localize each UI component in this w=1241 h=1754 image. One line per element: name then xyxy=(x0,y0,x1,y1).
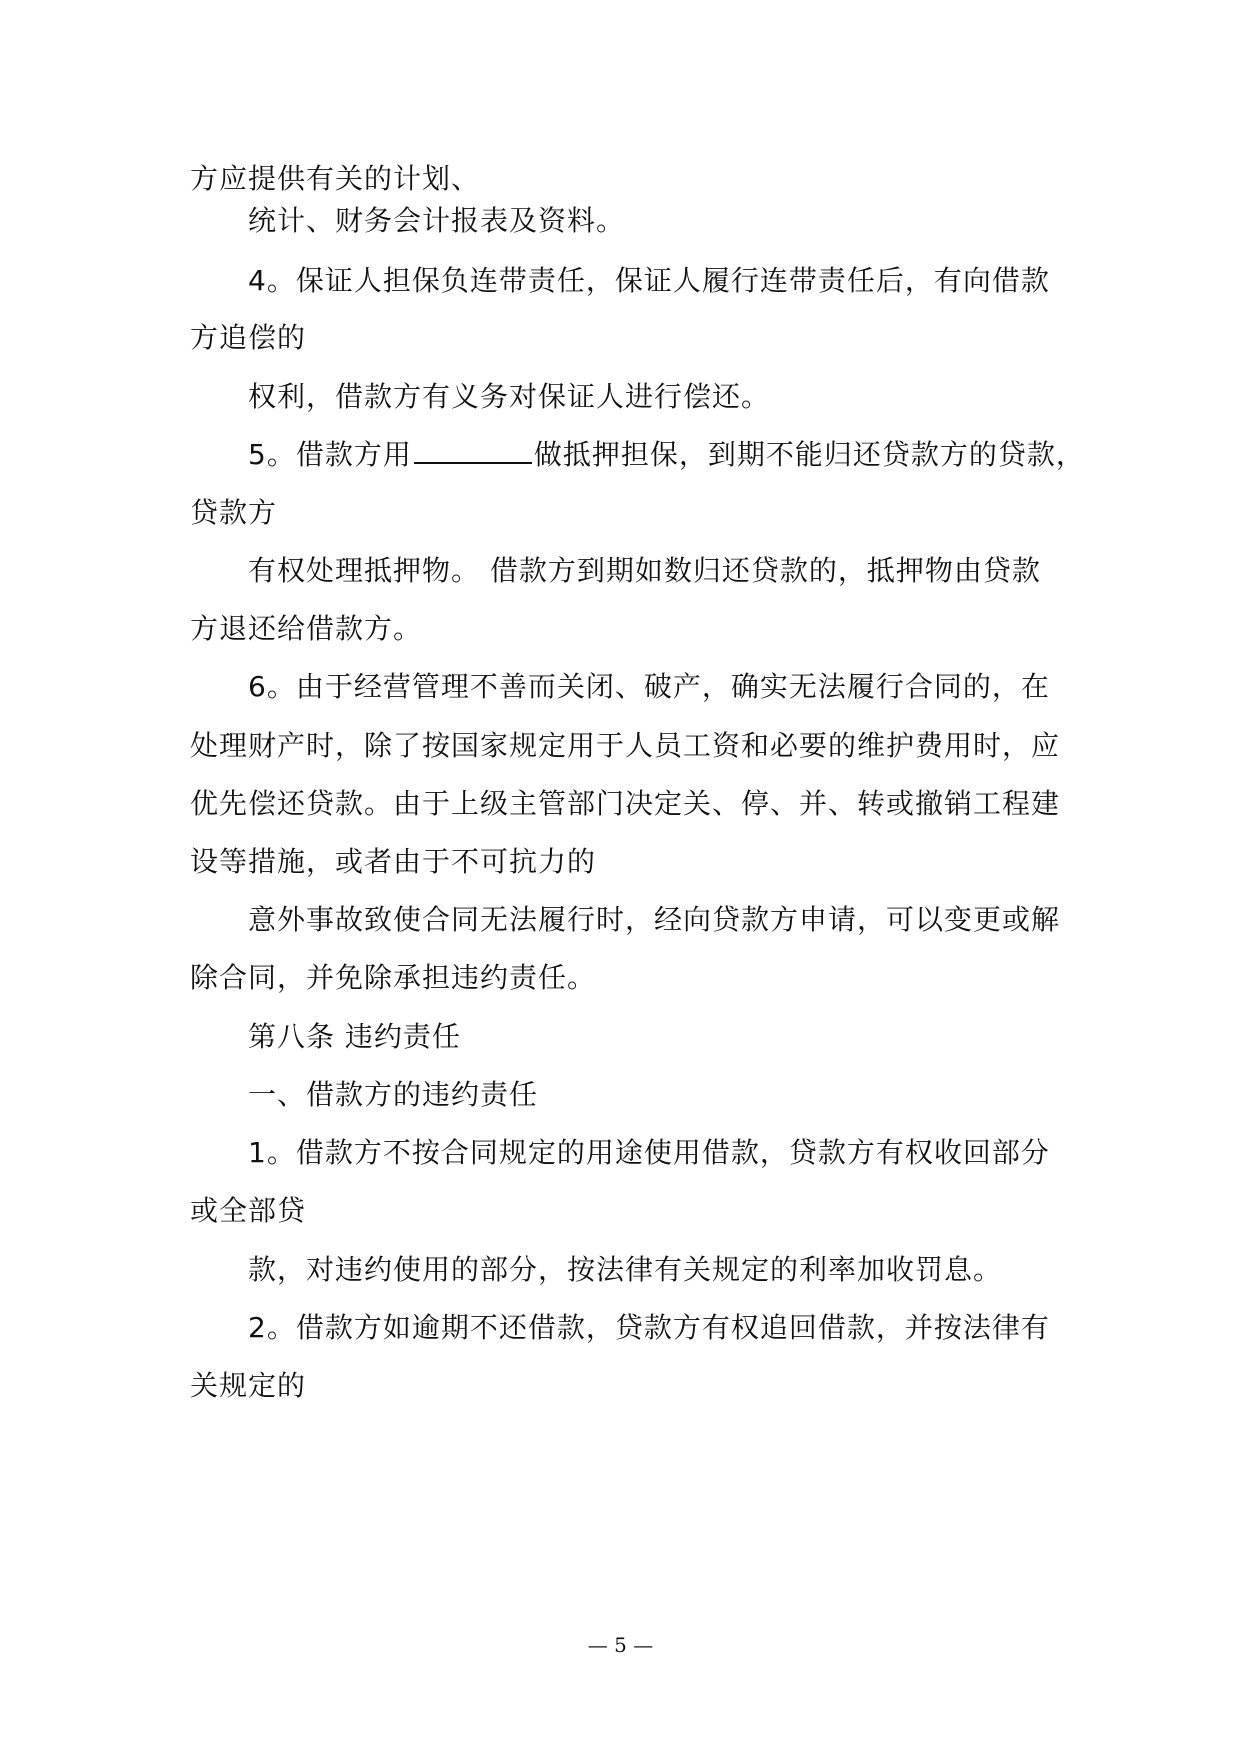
text-line: 2。借款方如逾期不还借款，贷款方有权追回借款，并按法律有 xyxy=(248,1311,1050,1344)
text-line: 款，对违约使用的部分，按法律有关规定的利率加收罚息。 xyxy=(248,1253,1003,1286)
clause-5-line xyxy=(248,435,1085,475)
text-segment: 5。借款方用 xyxy=(248,438,412,471)
text-line: 方应提供有关的计划、 xyxy=(190,162,481,195)
text-line: 6。由于经营管理不善而关闭、破产，确实无法履行合同的，在 xyxy=(248,670,1050,703)
text-line: 贷款方 xyxy=(190,496,278,529)
text-line: 关规定的 xyxy=(190,1369,307,1402)
text-line: 优先偿还贷款。由于上级主管部门决定关、停、并、转或撤销工程建 xyxy=(190,787,1061,820)
text-line: 或全部贷 xyxy=(190,1194,307,1227)
text-line: 权利，借款方有义务对保证人进行偿还。 xyxy=(248,380,771,413)
text-line: 方追偿的 xyxy=(190,321,307,354)
text-line: 除合同，并免除承担违约责任。 xyxy=(190,961,597,994)
text-line: 4。保证人担保负连带责任，保证人履行连带责任后，有向借款 xyxy=(248,264,1050,297)
text-line: 有权处理抵押物。 借款方到期如数归还贷款的，抵押物由贷款 xyxy=(248,554,1041,587)
fill-in-blank xyxy=(414,436,532,464)
text-line: 设等措施，或者由于不可抗力的 xyxy=(190,845,597,878)
page-number: — 5 — xyxy=(587,1633,654,1657)
subsection-heading: 一、借款方的违约责任 xyxy=(248,1078,539,1111)
text-line: 意外事故致使合同无法履行时，经向贷款方申请，可以变更或解 xyxy=(248,903,1061,936)
text-line: 1。借款方不按合同规定的用途使用借款，贷款方有权收回部分 xyxy=(248,1136,1050,1169)
text-line: 统计、财务会计报表及资料。 xyxy=(248,204,626,237)
text-line: 方退还给借款方。 xyxy=(190,612,423,645)
text-line: 处理财产时，除了按国家规定用于人员工资和必要的维护费用时，应 xyxy=(190,729,1061,762)
section-heading: 第八条 违约责任 xyxy=(248,1020,461,1053)
text-segment: 做抵押担保，到期不能归还贷款方的贷款， xyxy=(533,438,1085,471)
